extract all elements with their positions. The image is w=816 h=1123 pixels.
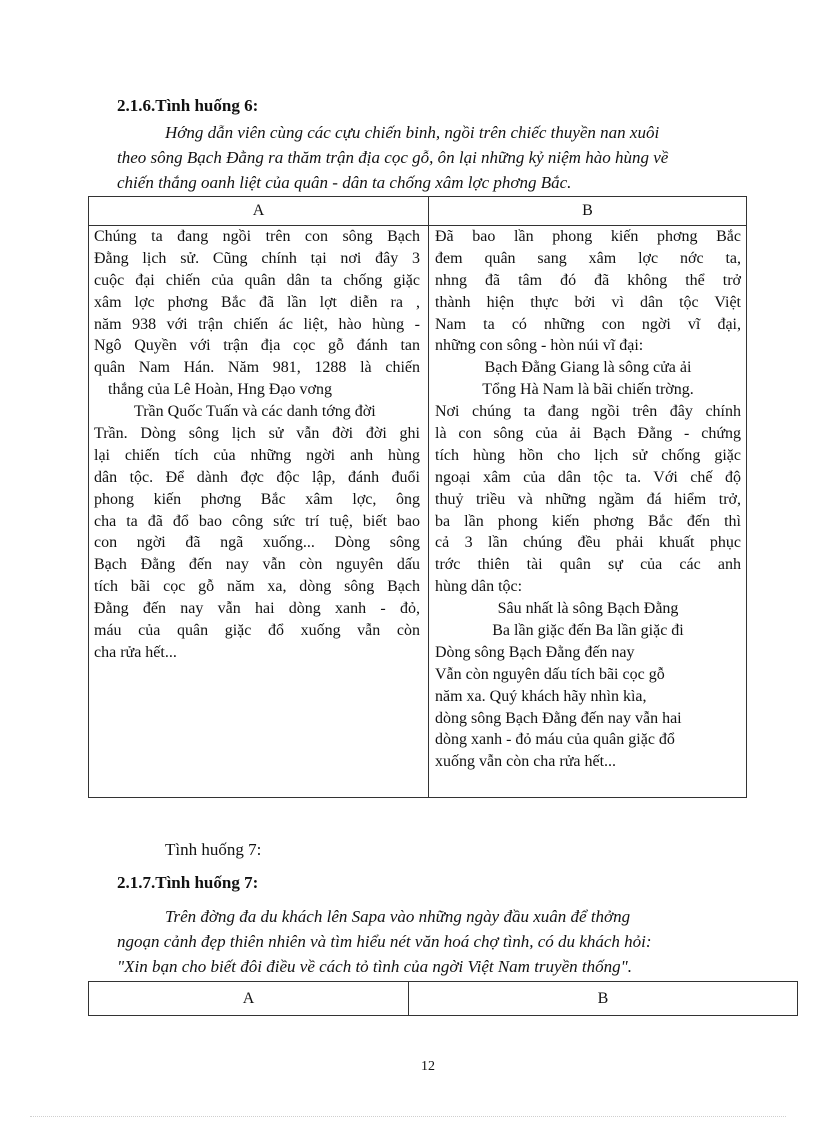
section-7-heading: 2.1.7.Tình huống 7:	[117, 873, 259, 892]
col-a-line: dân tộc. Để dành đợc độc lập, đánh đuổi	[94, 468, 420, 486]
col-a-line: Ngô Quyền với trận địa cọc gỗ đánh tan	[94, 337, 420, 355]
col-a-line: lại chiến tích của những ngời anh hùng	[94, 446, 420, 464]
col-b-line: dòng xanh - đỏ máu của quân giặc đổ	[435, 731, 675, 749]
col-a-cell	[89, 226, 429, 798]
col-a-line: Trần Quốc Tuấn và các danh tớng đời	[134, 403, 376, 421]
col-b-line: Đã bao lần phong kiến phơng Bắc	[435, 228, 741, 245]
col-b-line: Sâu nhất là sông Bạch Đằng	[497, 600, 679, 618]
intro-line: Trên đờng đa du khách lên Sapa vào những ngày đầu xuân để thởng	[165, 907, 631, 926]
section-6-intro	[117, 120, 749, 195]
col-a-line: cha rửa hết...	[94, 643, 177, 661]
intro-line: Hớng dẫn viên cùng các cựu chiến binh, ngồi trên chiếc thuyền nan xuôi	[165, 123, 660, 142]
page-number: 12	[421, 1059, 435, 1074]
col-b-line: dòng sông Bạch Đằng đến nay vẫn hai	[435, 709, 682, 727]
col-b-line: Ba lần giặc đến Ba lần giặc đi	[492, 622, 684, 640]
col-b-cell	[429, 226, 747, 798]
col-a-line: Trần. Dòng sông lịch sử vẫn đời đời ghi	[94, 425, 420, 443]
intro-line: ngoạn cảnh đẹp thiên nhiên và tìm hiểu nét văn hoá chợ tình, có du khách hỏi:	[117, 932, 652, 951]
col-b-line: Vẫn còn nguyên dấu tích bãi cọc gỗ	[435, 665, 665, 683]
col-a-line: thắng của Lê Hoàn, Hng Đạo vơng	[108, 381, 332, 399]
col-b-line: ba lần phong kiến phơng Bắc đến thì	[435, 512, 741, 530]
col-a-line: năm 938 với trận chiến ác liệt, hào hùng -	[94, 315, 420, 333]
col-a-line: con ngời đã ngã xuống... Dòng sông	[94, 534, 420, 552]
col-a-line: Chúng ta đang ngồi trên con sông Bạch	[94, 228, 420, 245]
intro-line: chiến thắng oanh liệt của quân - dân ta chống xâm lợc phơng Bắc.	[117, 173, 572, 192]
col-b-line: tích hùng hồn cho lịch sử chống giặc	[435, 446, 741, 464]
col-b-line: trớc thiên tài quân sự của các anh	[435, 556, 741, 574]
col-a-line: Đằng đến nay vẫn hai dòng xanh - đỏ,	[94, 600, 420, 618]
col-b-line: Nam ta có những con ngời vĩ đại,	[435, 315, 741, 333]
col-a-line: phong kiến phơng Bắc xâm lợc, ông	[94, 490, 420, 508]
col-b-line: xuống vẫn còn cha rửa hết...	[435, 753, 617, 771]
col-a-header: A	[89, 982, 409, 1016]
section-7-table	[88, 981, 798, 1016]
col-a-line: quân Nam Hán. Năm 981, 1288 là chiến	[94, 359, 420, 377]
col-b-line: nhng đã tâm đó đã không thể trở	[435, 271, 741, 289]
section-6-table	[88, 196, 747, 798]
col-a-line: Bạch Đằng đến nay vẫn còn nguyên dấu	[94, 556, 420, 574]
col-b-line: hùng dân tộc:	[435, 578, 523, 596]
col-a-line: máu của quân giặc đổ xuống vẫn còn	[94, 622, 420, 640]
footer-divider	[30, 1116, 786, 1117]
col-b-line: ngoại xâm của dân tộc ta. Với chế độ	[435, 468, 741, 486]
intro-line: theo sông Bạch Đằng ra thăm trận địa cọc gỗ, ôn lại những kỷ niệm hào hùng về	[117, 148, 669, 167]
col-a-line: xâm lợc phơng Bắc đã lần lợt diễn ra ,	[94, 293, 420, 311]
section-7-intro	[117, 904, 757, 979]
col-b-line: thành hiện thực bởi vì dân tộc Việt	[435, 293, 741, 311]
col-b-header: B	[429, 197, 747, 226]
col-a-header: A	[89, 197, 429, 226]
col-b-line: những con sông - hòn núi vĩ đại:	[435, 337, 644, 355]
col-b-line: Dòng sông Bạch Đằng đến nay	[435, 643, 635, 661]
col-a-line: cha ta đã đổ bao công sức trí tuệ, biết bao	[94, 512, 420, 530]
col-a-line: Đằng lịch sử. Cũng chính tại nơi đây 3	[94, 249, 420, 267]
col-b-line: đem quân sang xâm lợc nớc ta,	[435, 249, 741, 267]
intro-line: "Xin bạn cho biết đôi điều về cách tỏ tình của ngời Việt Nam truyền thống".	[117, 957, 632, 976]
col-b-line: Tổng Hà Nam là bãi chiến trờng.	[482, 381, 694, 399]
col-b-line: cả 3 lần chúng đều phải khuất phục	[435, 534, 741, 552]
col-b-line: Bạch Đằng Giang là sông cửa ải	[484, 359, 692, 377]
col-b-line: năm xa. Quý khách hãy nhìn kìa,	[435, 687, 647, 705]
col-a-line: tích bãi cọc gỗ năm xa, dòng sông Bạch	[94, 578, 420, 596]
col-b-header: B	[409, 982, 798, 1016]
section-6-heading: 2.1.6.Tình huống 6:	[117, 96, 259, 115]
col-b-line: thuỷ triều và những ngầm đá hiểm trở,	[435, 490, 741, 508]
col-b-line: là con sông của ải Bạch Đằng - chứng	[435, 425, 741, 443]
col-b-line: Nơi chúng ta đang ngồi trên đây chính	[435, 403, 741, 421]
section-7-prelabel: Tình huống 7:	[165, 840, 262, 859]
col-a-line: cuộc đại chiến của quân dân ta chống giặc	[94, 271, 420, 289]
